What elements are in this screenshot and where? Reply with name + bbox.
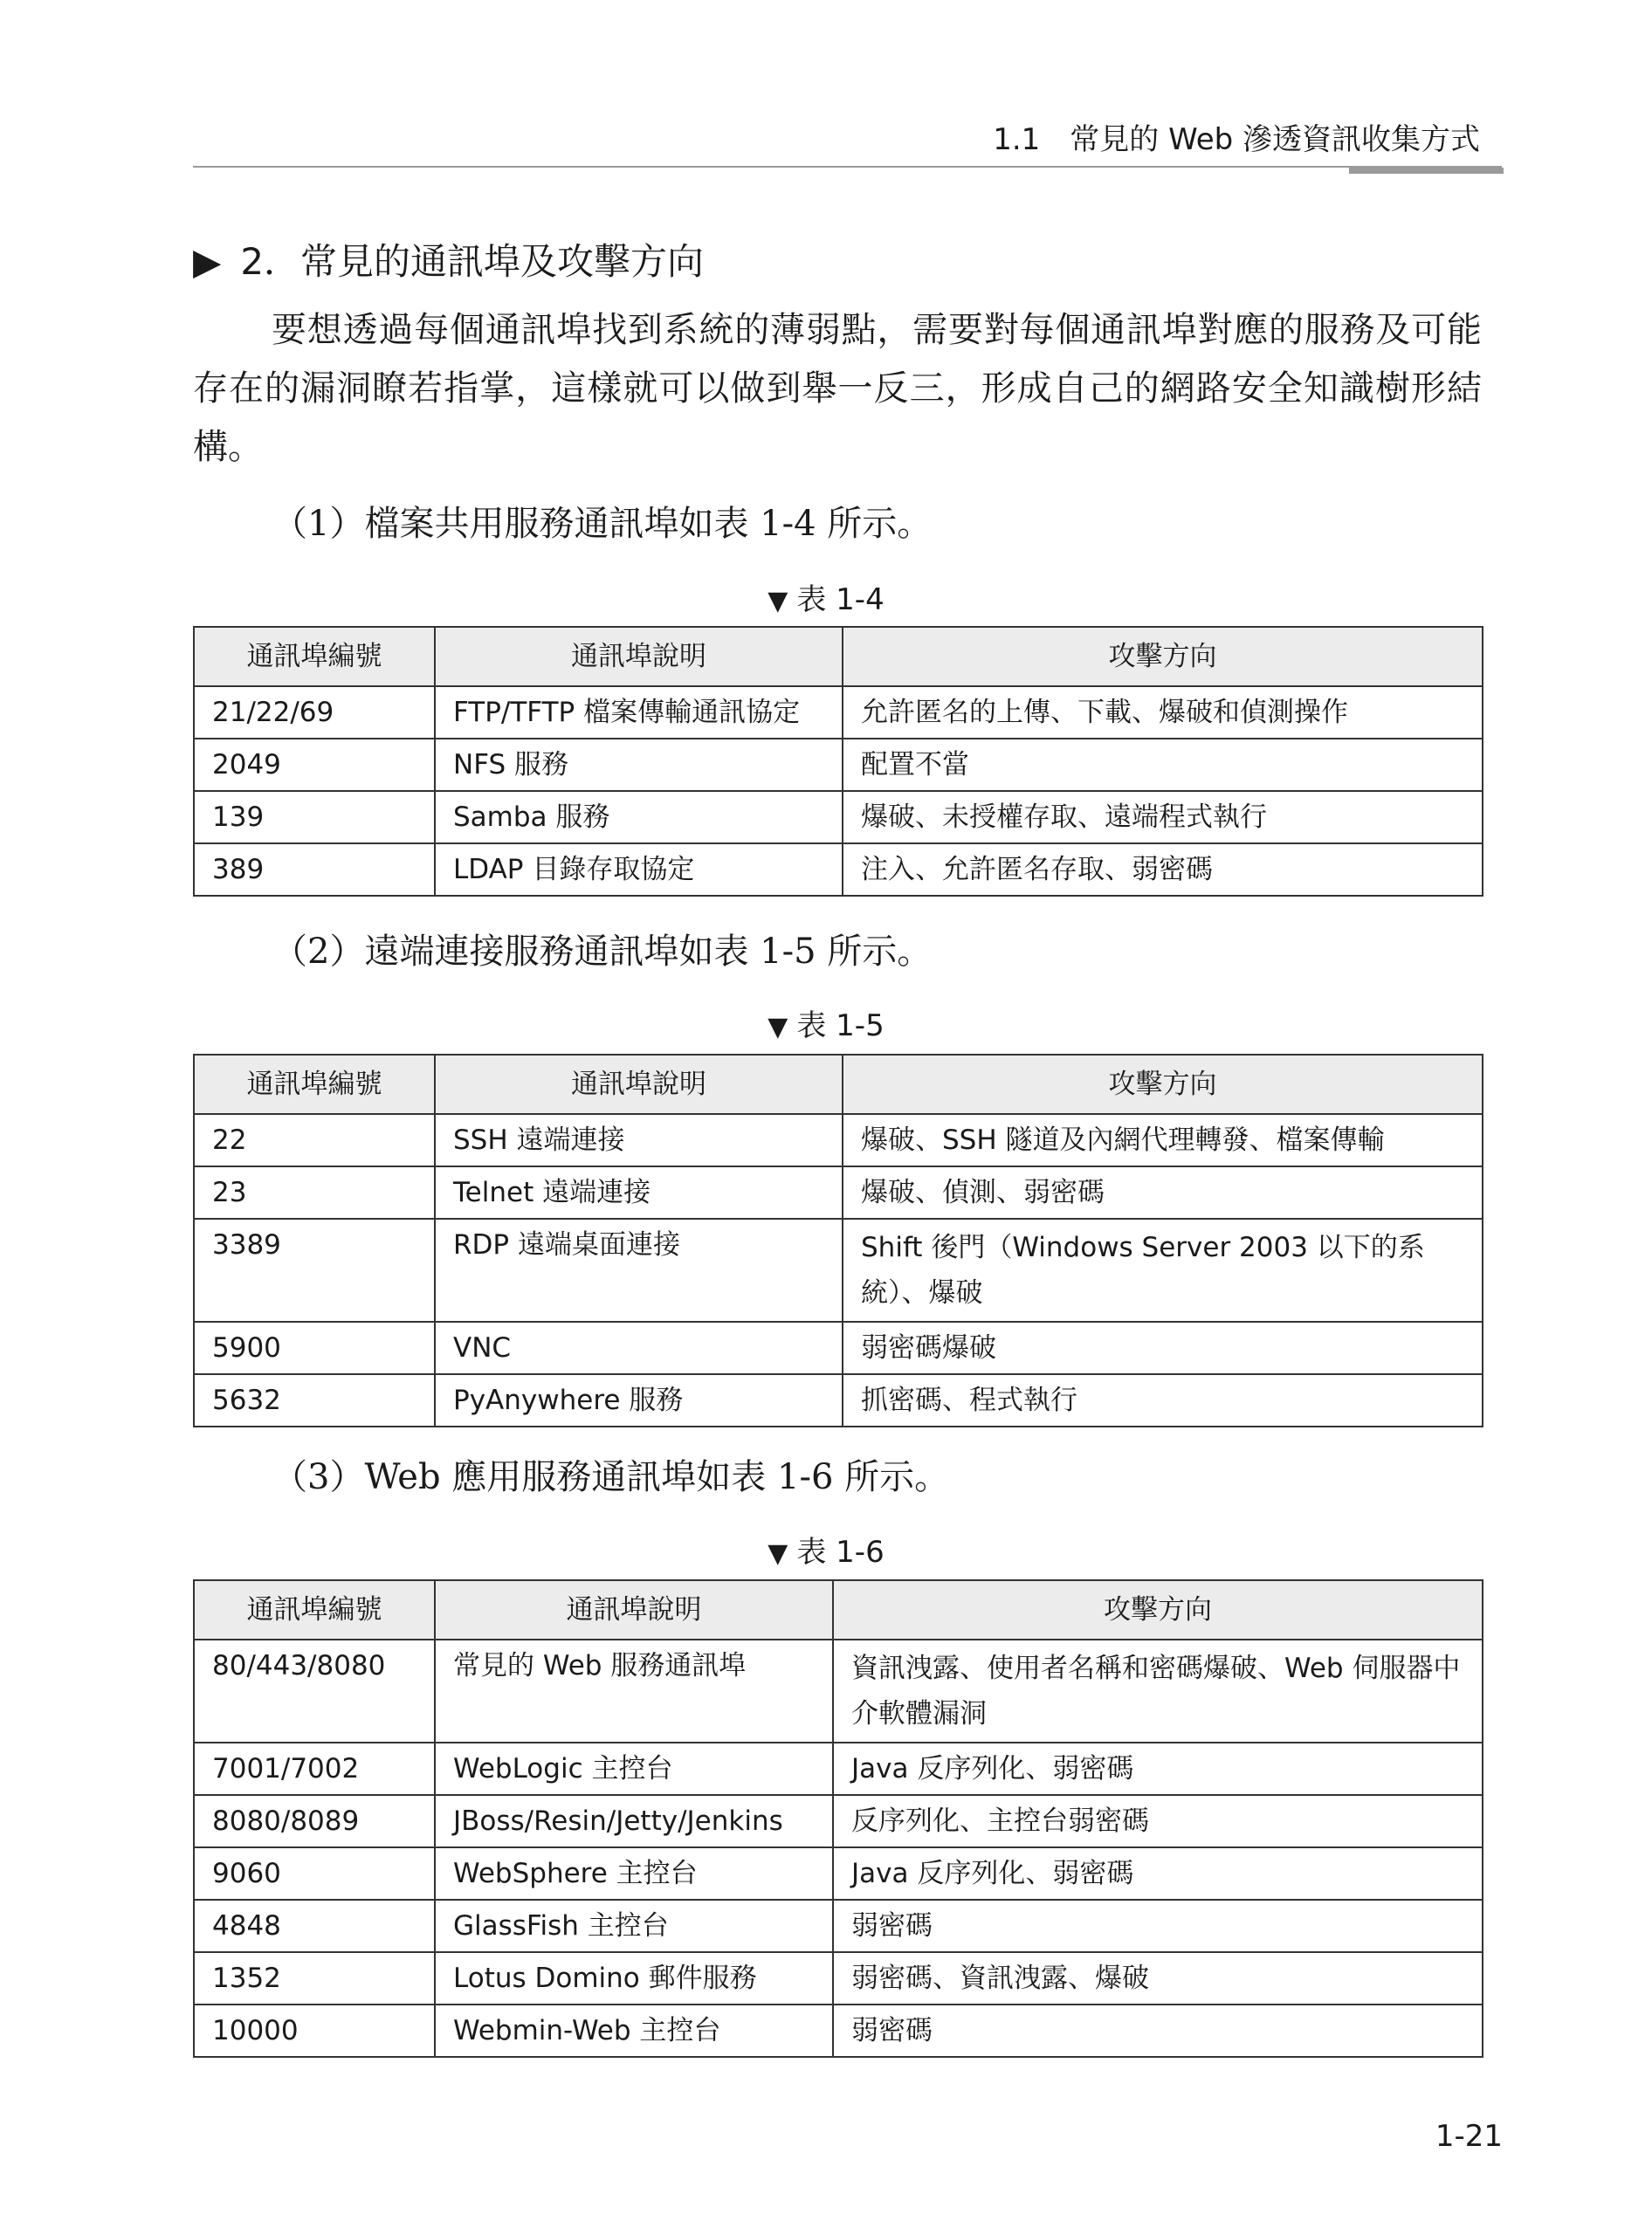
column-header: 攻擊方向 bbox=[843, 1055, 1483, 1114]
table-cell: 2049 bbox=[194, 739, 435, 791]
table-cell: 80/443/8080 bbox=[194, 1640, 435, 1743]
header-title: 1.1 常見的 Web 滲透資訊收集方式 bbox=[993, 122, 1480, 157]
table-row bbox=[194, 2005, 1483, 2057]
table-cell: 注入、允許匿名存取、弱密碼 bbox=[843, 843, 1483, 896]
table-cell: 弱密碼 bbox=[833, 2005, 1483, 2057]
table-cell: RDP 遠端桌面連接 bbox=[435, 1219, 843, 1322]
table-cell: 23 bbox=[194, 1166, 435, 1219]
table-1-4 bbox=[193, 626, 1483, 897]
table-cell: GlassFish 主控台 bbox=[435, 1900, 833, 1952]
table-cell: 5632 bbox=[194, 1374, 435, 1427]
table-header-row bbox=[194, 1580, 1483, 1640]
table-row bbox=[194, 1166, 1483, 1219]
table-cell: SSH 遠端連接 bbox=[435, 1114, 843, 1166]
table-1-6 bbox=[193, 1579, 1483, 2058]
table-row bbox=[194, 1322, 1483, 1374]
table-row bbox=[194, 1847, 1483, 1900]
table-cell: 配置不當 bbox=[843, 739, 1483, 791]
table-cell: Telnet 遠端連接 bbox=[435, 1166, 843, 1219]
table-row bbox=[194, 843, 1483, 896]
table-cell: FTP/TFTP 檔案傳輸通訊協定 bbox=[435, 686, 843, 739]
table-cell: 爆破、偵測、弱密碼 bbox=[843, 1166, 1483, 1219]
table-cell: 4848 bbox=[194, 1900, 435, 1952]
table-row bbox=[194, 1114, 1483, 1166]
table-cell: Shift 後門（Windows Server 2003 以下的系統）、爆破 bbox=[843, 1219, 1483, 1322]
column-header: 通訊埠說明 bbox=[435, 1580, 833, 1640]
table-cell: WebLogic 主控台 bbox=[435, 1743, 833, 1795]
table-cell: Lotus Domino 郵件服務 bbox=[435, 1952, 833, 2005]
table-cell: 9060 bbox=[194, 1847, 435, 1900]
caption-text: 表 1-6 bbox=[796, 1535, 885, 1570]
column-header: 通訊埠編號 bbox=[194, 627, 435, 686]
table-caption-1-4 bbox=[0, 578, 1652, 623]
section-heading bbox=[193, 234, 704, 290]
table-cell: NFS 服務 bbox=[435, 739, 843, 791]
running-header bbox=[193, 113, 1502, 168]
table-intro-1-4: （1）檔案共用服務通訊埠如表 1-4 所示。 bbox=[272, 504, 933, 544]
table-cell: 3389 bbox=[194, 1219, 435, 1322]
table-intro-1-5: （2）遠端連接服務通訊埠如表 1-5 所示。 bbox=[272, 932, 933, 972]
triangle-down-icon: ▼ bbox=[767, 1012, 788, 1042]
caption-text: 表 1-5 bbox=[796, 1008, 885, 1043]
table-cell: Samba 服務 bbox=[435, 791, 843, 843]
column-header: 攻擊方向 bbox=[833, 1580, 1483, 1640]
table-cell: 常見的 Web 服務通訊埠 bbox=[435, 1640, 833, 1743]
table-cell: 10000 bbox=[194, 2005, 435, 2057]
table-cell: 反序列化、主控台弱密碼 bbox=[833, 1795, 1483, 1847]
column-header: 通訊埠編號 bbox=[194, 1580, 435, 1640]
table-cell: JBoss/Resin/Jetty/Jenkins bbox=[435, 1795, 833, 1847]
column-header: 通訊埠說明 bbox=[435, 627, 843, 686]
table-cell: VNC bbox=[435, 1322, 843, 1374]
table-cell: Java 反序列化、弱密碼 bbox=[833, 1743, 1483, 1795]
triangle-down-icon: ▼ bbox=[767, 586, 788, 616]
table-caption-1-5 bbox=[0, 1004, 1652, 1049]
table-row bbox=[194, 1640, 1483, 1743]
table-cell: 爆破、未授權存取、遠端程式執行 bbox=[843, 791, 1483, 843]
table-row bbox=[194, 739, 1483, 791]
table-cell: 139 bbox=[194, 791, 435, 843]
column-header: 攻擊方向 bbox=[843, 627, 1483, 686]
table-row bbox=[194, 1219, 1483, 1322]
table-row bbox=[194, 686, 1483, 739]
table-header-row bbox=[194, 1055, 1483, 1114]
table-cell: 1352 bbox=[194, 1952, 435, 2005]
table-row bbox=[194, 1900, 1483, 1952]
triangle-right-icon: ▶ bbox=[193, 240, 222, 283]
table-cell: 7001/7002 bbox=[194, 1743, 435, 1795]
table-cell: 弱密碼 bbox=[833, 1900, 1483, 1952]
table-cell: 抓密碼、程式執行 bbox=[843, 1374, 1483, 1427]
table-cell: 弱密碼、資訊洩露、爆破 bbox=[833, 1952, 1483, 2005]
table-cell: Webmin-Web 主控台 bbox=[435, 2005, 833, 2057]
table-header-row bbox=[194, 627, 1483, 686]
table-cell: 允許匿名的上傳、下載、爆破和偵測操作 bbox=[843, 686, 1483, 739]
table-cell: 8080/8089 bbox=[194, 1795, 435, 1847]
table-cell: 爆破、SSH 隧道及內網代理轉發、檔案傳輸 bbox=[843, 1114, 1483, 1166]
table-cell: 弱密碼爆破 bbox=[843, 1322, 1483, 1374]
table-cell: WebSphere 主控台 bbox=[435, 1847, 833, 1900]
table-row bbox=[194, 791, 1483, 843]
body-paragraph: 要想透過每個通訊埠找到系統的薄弱點，需要對每個通訊埠對應的服務及可能存在的漏洞瞭若指掌，這樣就可以做到舉一反三，形成自己的網路安全知識樹形結構。 bbox=[193, 310, 1482, 467]
table-cell: 5900 bbox=[194, 1322, 435, 1374]
table-intro-1-6: （3）Web 應用服務通訊埠如表 1-6 所示。 bbox=[272, 1457, 950, 1497]
table-cell: 21/22/69 bbox=[194, 686, 435, 739]
column-header: 通訊埠說明 bbox=[435, 1055, 843, 1114]
table-cell: LDAP 目錄存取協定 bbox=[435, 843, 843, 896]
table-1-5 bbox=[193, 1054, 1483, 1427]
table-cell: 389 bbox=[194, 843, 435, 896]
table-row bbox=[194, 1374, 1483, 1427]
caption-text: 表 1-4 bbox=[796, 582, 885, 617]
table-row bbox=[194, 1952, 1483, 2005]
table-cell: Java 反序列化、弱密碼 bbox=[833, 1847, 1483, 1900]
section-heading-text: 2．常見的通訊埠及攻擊方向 bbox=[240, 240, 705, 283]
triangle-down-icon: ▼ bbox=[767, 1538, 788, 1569]
table-row bbox=[194, 1743, 1483, 1795]
table-caption-1-6 bbox=[0, 1530, 1652, 1576]
header-accent-bar bbox=[1349, 168, 1504, 174]
page-number: 1-21 bbox=[1435, 2119, 1503, 2154]
table-cell: 資訊洩露、使用者名稱和密碼爆破、Web 伺服器中介軟體漏洞 bbox=[833, 1640, 1483, 1743]
table-row bbox=[194, 1795, 1483, 1847]
table-cell: 22 bbox=[194, 1114, 435, 1166]
column-header: 通訊埠編號 bbox=[194, 1055, 435, 1114]
table-cell: PyAnywhere 服務 bbox=[435, 1374, 843, 1427]
